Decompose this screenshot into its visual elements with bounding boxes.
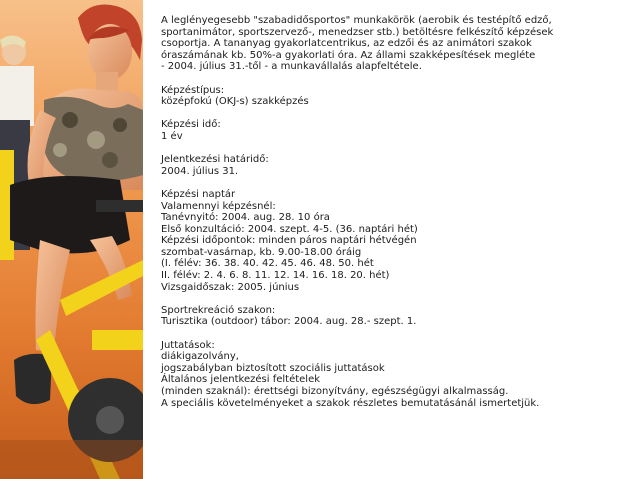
training-calendar-label: Képzési naptár	[161, 188, 236, 200]
calendar-line: Valamennyi képzésnél:	[161, 200, 276, 212]
calendar-line: Tanévnyitó: 2004. aug. 28. 10 óra	[161, 212, 330, 224]
woman-on-exercise-bike-image	[0, 0, 143, 479]
benefits-line: jogszabályban biztosított szociális juttatások	[161, 362, 385, 374]
intro-line: csoportja. A tananyag gyakorlatcentrikus, az edzői és az animátori szakok	[161, 38, 532, 50]
benefits-line: (minden szaknál): érettségi bizonyítvány, egészségügyi alkalmasság.	[161, 386, 509, 397]
intro-line: - 2004. július 31.-től - a munkavállalás alapfeltétele.	[161, 61, 422, 73]
benefits-line: Általános jelentkezési feltételek	[161, 374, 321, 386]
benefits-section	[161, 340, 611, 410]
benefits-line: diákigazolvány,	[161, 351, 239, 363]
training-type-value: középfokú (OKJ-s) szakképzés	[161, 96, 309, 108]
fitness-photo	[0, 0, 143, 479]
training-duration-value: 1 év	[161, 130, 183, 142]
calendar-line: Első konzultáció: 2004. szept. 4-5. (36. naptári hét)	[161, 223, 418, 235]
calendar-line: II. félév: 2. 4. 6. 8. 11. 12. 14. 16. 18. 20. hét)	[161, 270, 390, 282]
intro-paragraph	[161, 15, 611, 73]
intro-line: A leglényegesebb "szabadidősportos" munkakörök (aerobik és testépítő edző,	[161, 15, 552, 26]
calendar-line: (I. félév: 36. 38. 40. 42. 45. 46. 48. 50. hét	[161, 258, 374, 270]
sport-recreation-section	[161, 305, 611, 328]
calendar-line: Képzési időpontok: minden páros naptári hétvégén	[161, 235, 417, 247]
benefits-label: Juttatások:	[161, 339, 215, 351]
sport-recreation-value: Turisztika (outdoor) tábor: 2004. aug. 28.- szept. 1.	[161, 316, 417, 328]
training-duration-section	[161, 119, 611, 142]
training-calendar-section	[161, 189, 611, 293]
application-deadline-value: 2004. július 31.	[161, 165, 239, 177]
training-type-label: Képzéstípus:	[161, 84, 225, 96]
application-deadline-label: Jelentkezési határidő:	[161, 154, 269, 166]
training-type-section	[161, 85, 611, 108]
benefits-line: A speciális követelményeket a szakok részletes bemutatásánál ismertetjük.	[161, 397, 540, 409]
calendar-line: Vizsgaidőszak: 2005. június	[161, 281, 300, 293]
application-deadline-section	[161, 154, 611, 177]
training-duration-label: Képzési idő:	[161, 119, 221, 131]
calendar-line: szombat-vasárnap, kb. 9.00-18.00 óráig	[161, 246, 362, 258]
intro-line: sportanimátor, sportszervező-, menedzser stb.) betöltésre felkészítő képzések	[161, 26, 554, 38]
course-info	[161, 15, 611, 421]
intro-line: óraszámának kb. 50%-a gyakorlati óra. Az állami szakképesítések megléte	[161, 49, 536, 61]
sport-recreation-label: Sportrekreáció szakon:	[161, 304, 276, 316]
